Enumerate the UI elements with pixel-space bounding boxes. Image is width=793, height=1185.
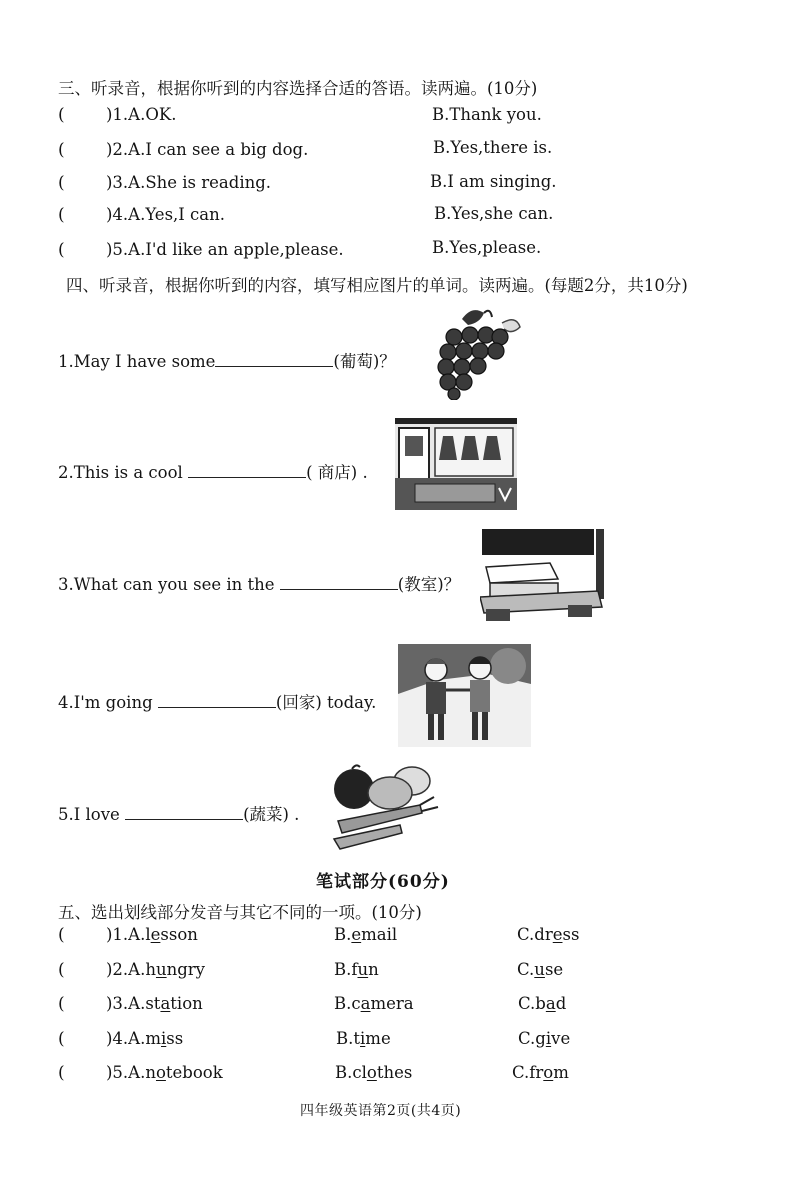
option-b: B.Thank you. <box>432 105 542 124</box>
underlined-letter: u <box>155 960 167 979</box>
answer-paren: ( <box>58 240 65 260</box>
answer-paren: ( <box>58 994 65 1014</box>
page-footer: 四年级英语第2页(共4页) <box>300 1103 462 1119</box>
option-b: B.email <box>334 925 398 944</box>
option-a: )4.A.miss <box>106 1029 184 1048</box>
option-a: )4.A.Yes,I can. <box>106 205 225 224</box>
option-a: )1.A.OK. <box>106 105 177 124</box>
answer-paren: ( <box>58 173 65 193</box>
fill-item-hint: (葡萄)？ <box>333 352 396 371</box>
underlined-letter: e <box>351 925 362 944</box>
fill-item-hint: (回家) today. <box>275 693 377 712</box>
vegetables-image <box>330 763 445 853</box>
option-b: B.I am singing. <box>430 172 557 191</box>
underlined-letter: o <box>543 1063 554 1082</box>
option-b: B.fun <box>334 960 379 979</box>
answer-paren: ( <box>58 205 65 225</box>
written-part-heading: 笔试部分(60分) <box>316 872 450 892</box>
underlined-letter: o <box>366 1063 377 1082</box>
grapes-image <box>432 305 532 400</box>
fill-item <box>58 571 460 595</box>
section4-title: 四、听录音，根据你听到的内容，填写相应图片的单词。读两遍。(每题2分，共10分) <box>66 276 688 295</box>
answer-paren: ( <box>58 1063 65 1083</box>
underlined-letter: i <box>161 1029 167 1048</box>
answer-blank[interactable] <box>188 462 306 478</box>
option-c: C.bad <box>518 994 567 1013</box>
answer-paren: ( <box>58 140 65 160</box>
go-home-image <box>398 644 531 747</box>
fill-item-prefix: 5.I love <box>58 805 120 824</box>
option-a: )3.A.station <box>106 994 203 1013</box>
option-b: B.Yes,she can. <box>434 204 554 223</box>
shop-image <box>395 418 517 510</box>
underlined-letter: i <box>360 1029 366 1048</box>
fill-item <box>58 348 396 372</box>
answer-blank[interactable] <box>280 574 398 590</box>
underlined-letter: u <box>534 960 545 979</box>
classroom-image <box>480 527 605 624</box>
underlined-letter: a <box>545 994 556 1013</box>
section3-title: 三、听录音，根据你听到的内容选择合适的答语。读两遍。(10分) <box>58 79 538 98</box>
option-a: )1.A.lesson <box>106 925 198 944</box>
option-b: B.Yes,please. <box>432 238 542 257</box>
underlined-letter: i <box>545 1029 552 1048</box>
option-c: C.use <box>517 960 564 979</box>
underlined-letter: o <box>155 1063 166 1082</box>
option-a: )5.A.I'd like an apple,please. <box>106 240 344 259</box>
option-b: B.clothes <box>335 1063 413 1082</box>
fill-item-prefix: 1.May I have some <box>58 352 216 371</box>
option-c: C.give <box>518 1029 571 1048</box>
option-a: )3.A.She is reading. <box>106 173 272 192</box>
option-a: )2.A.I can see a big dog. <box>106 140 309 159</box>
answer-paren: ( <box>58 925 65 945</box>
fill-item-prefix: 4.I'm going <box>58 693 153 712</box>
underlined-letter: a <box>160 994 171 1013</box>
fill-item <box>58 801 299 825</box>
option-b: B.camera <box>334 994 414 1013</box>
answer-blank[interactable] <box>158 692 276 708</box>
answer-paren: ( <box>58 105 65 125</box>
option-b: B.Yes,there is. <box>433 138 553 157</box>
option-c: C.from <box>512 1063 569 1082</box>
answer-blank[interactable] <box>215 351 333 367</box>
underlined-letter: e <box>150 925 161 944</box>
section5-title: 五、选出划线部分发音与其它不同的一项。(10分) <box>58 903 422 922</box>
fill-item-hint: (蔬菜) . <box>243 805 300 824</box>
option-c: C.dress <box>517 925 580 944</box>
fill-item-prefix: 3.What can you see in the <box>58 575 275 594</box>
underlined-letter: u <box>357 960 369 979</box>
fill-item <box>58 459 368 483</box>
underlined-letter: a <box>360 994 371 1013</box>
option-b: B.time <box>336 1029 391 1048</box>
underlined-letter: e <box>552 925 563 944</box>
answer-paren: ( <box>58 960 65 980</box>
fill-item-hint: (教室)？ <box>397 575 461 594</box>
answer-paren: ( <box>58 1029 65 1049</box>
fill-item-hint: ( 商店) . <box>306 463 368 482</box>
option-a: )5.A.notebook <box>106 1063 223 1082</box>
fill-item <box>58 689 376 713</box>
fill-item-prefix: 2.This is a cool <box>58 463 183 482</box>
option-a: )2.A.hungry <box>106 960 206 979</box>
answer-blank[interactable] <box>125 804 243 820</box>
